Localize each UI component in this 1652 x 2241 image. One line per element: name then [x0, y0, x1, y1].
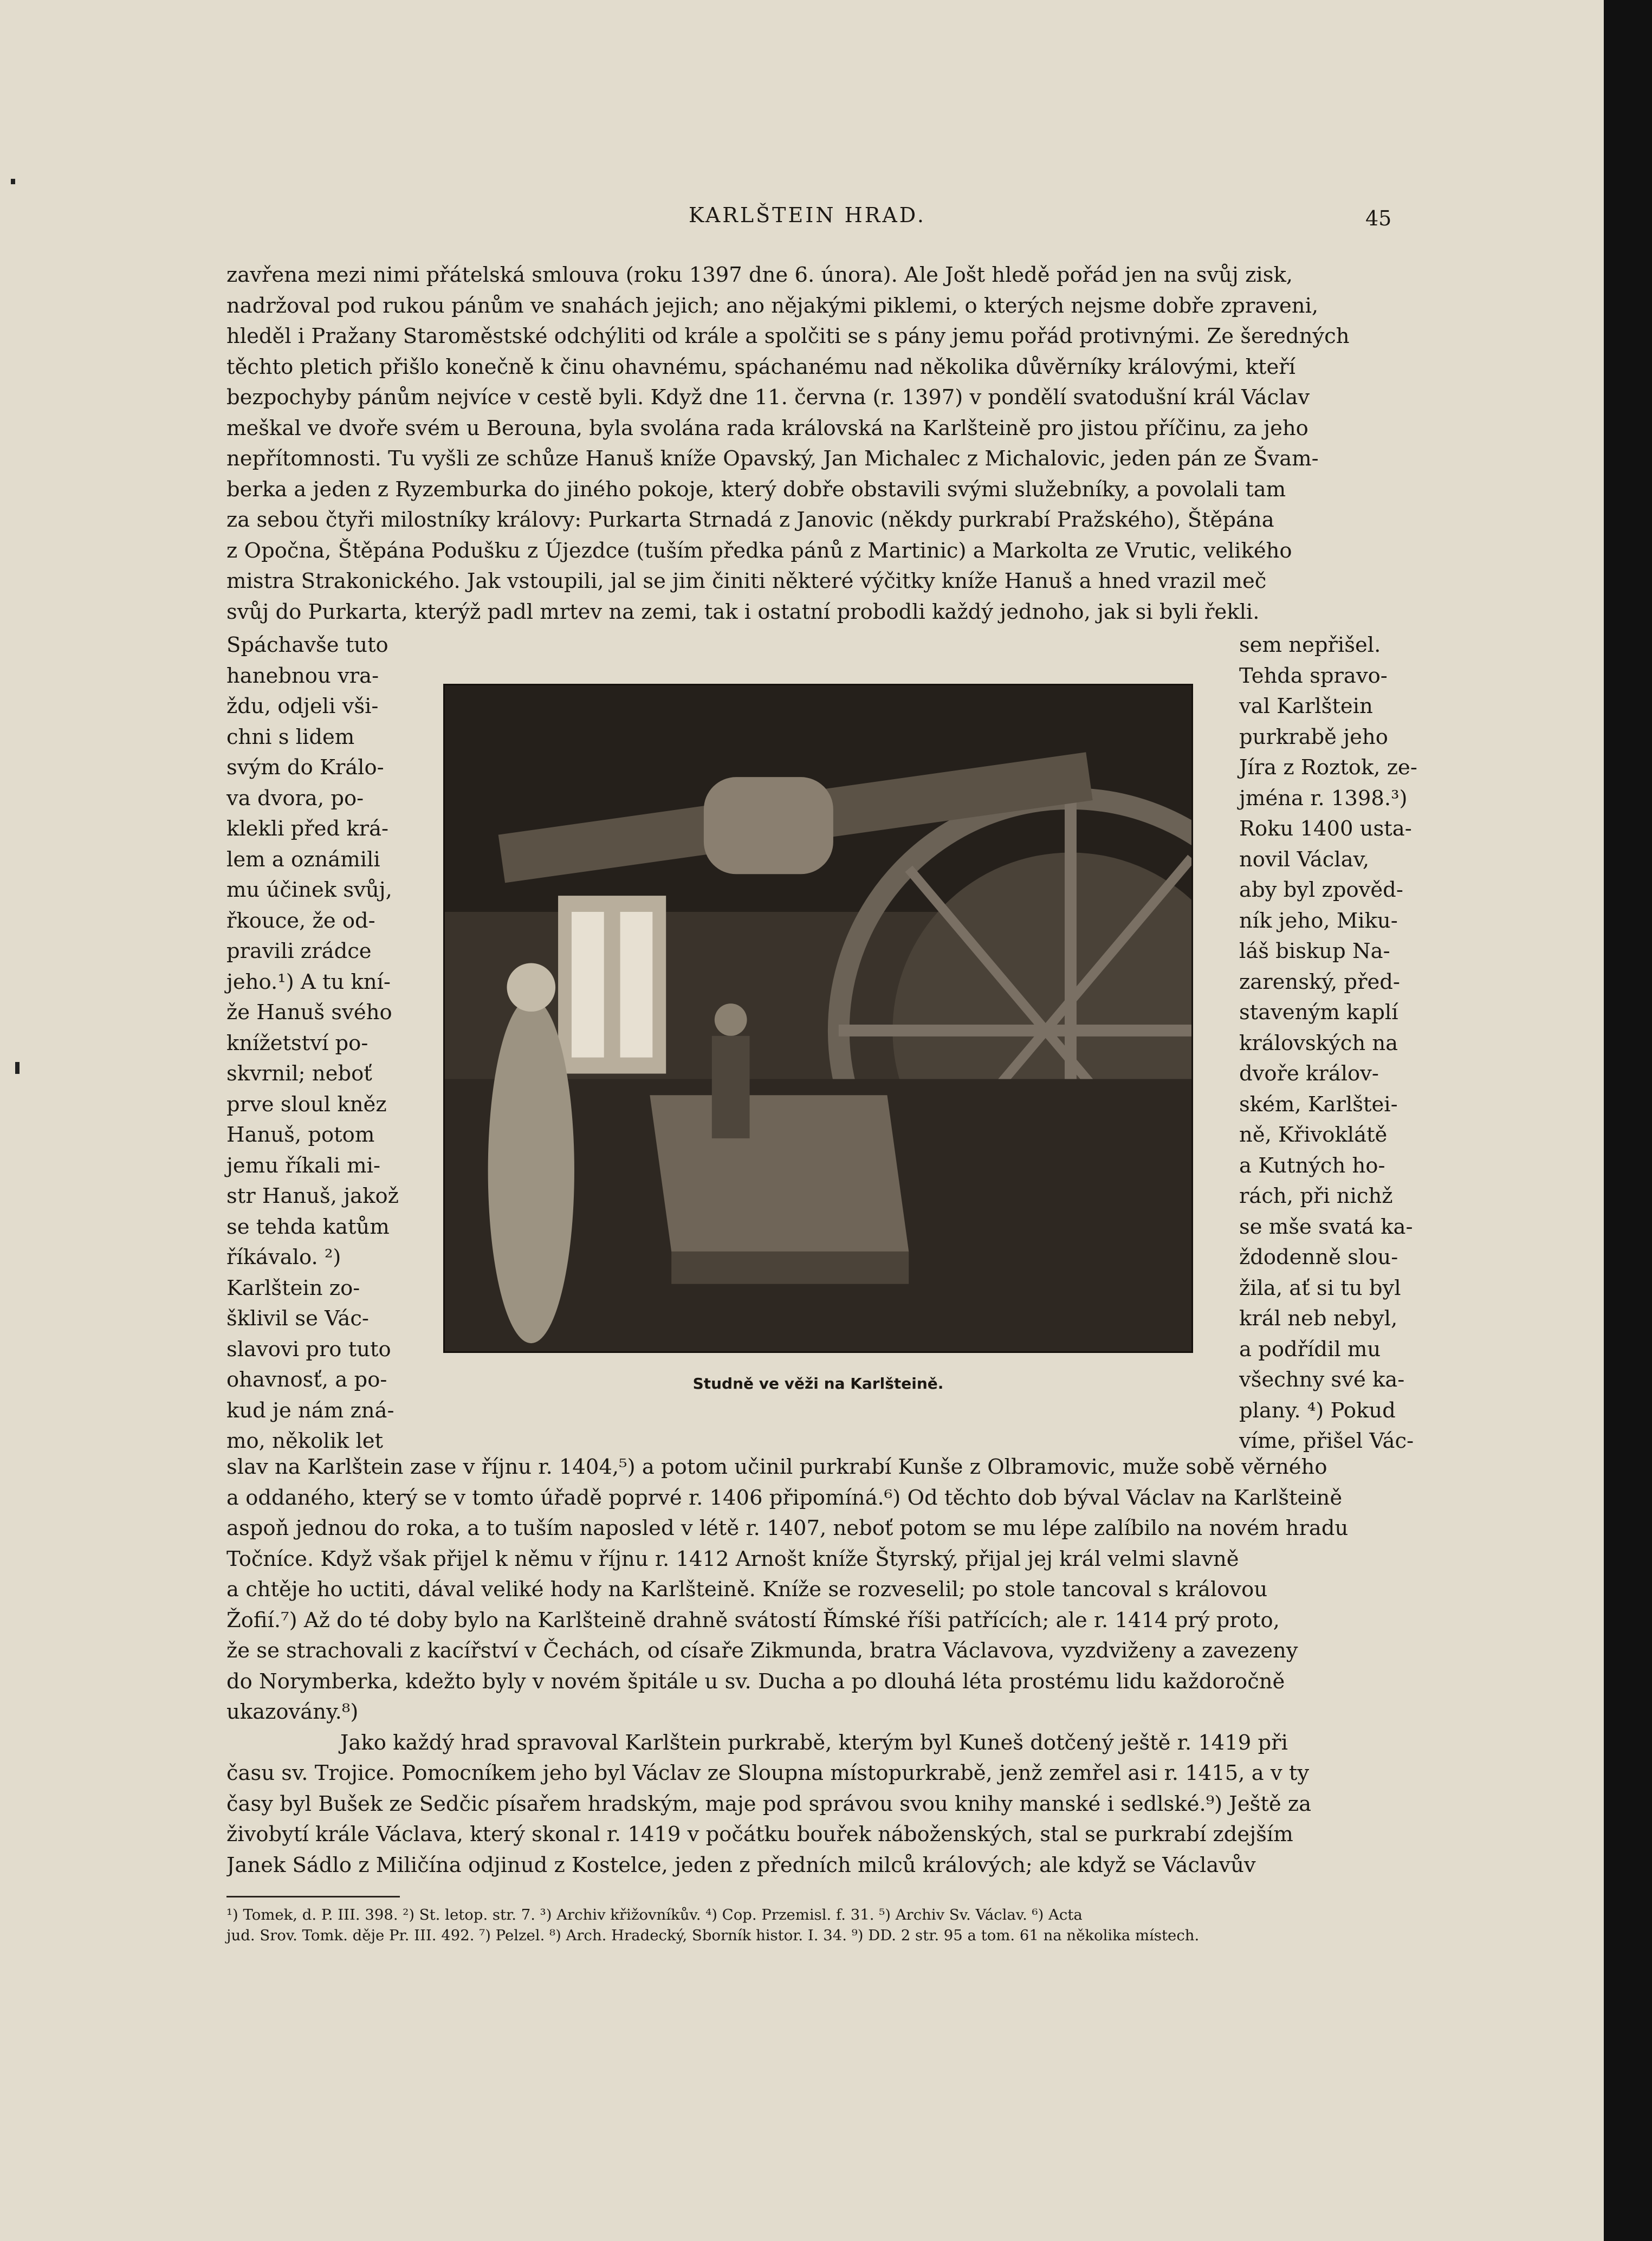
text-line: purkrabě jeho — [1239, 724, 1388, 749]
footnote-line: jud. Srov. Tomk. děje Pr. III. 492. ⁷) Pelzel. ⁸) Arch. Hradecký, Sborník histor. I. 34. ⁹) DD. 2 str. 95 a tom. 61 na několika místech. — [226, 1927, 1200, 1944]
text-line: ník jeho, Miku- — [1239, 908, 1398, 933]
column-left — [226, 630, 400, 1457]
footnote-line: ¹) Tomek, d. P. III. 398. ²) St. letop. str. 7. ³) Archiv křižovníkův. ⁴) Cop. Przemisl. f. 31. ⁵) Archiv Sv. Václav. ⁶) Acta — [226, 1906, 1083, 1923]
text-line: chni s lidem — [226, 724, 355, 749]
footnote-rule — [226, 1896, 400, 1897]
text-line: lem a oznámili — [226, 847, 380, 872]
text-line: va dvora, po- — [226, 786, 364, 811]
text-line: novil Václav, — [1239, 847, 1370, 872]
text-line: Hanuš, potom — [226, 1123, 375, 1147]
text-line: nadržoval pod rukou pánům ve snahách jejich; ano nějakými piklemi, o kterých nejsme dobře zpraveni, — [226, 293, 1319, 318]
text-line: královských na — [1239, 1031, 1398, 1055]
text-line: láš biskup Na- — [1239, 939, 1390, 963]
text-line: Janek Sádlo z Miličína odjinud z Kostelce, jeden z předních milců králových; ale když se Václavův — [226, 1853, 1256, 1877]
text-line: víme, přišel Vác- — [1239, 1429, 1414, 1453]
text-line: z Opočna, Štěpána Podušku z Újezdce (tuším předka pánů z Martinic) a Markolta ze Vrutic, velikého — [226, 538, 1292, 563]
text-line: a chtěje ho uctiti, dával veliké hody na Karlšteině. Kníže se rozveselil; po stole tancoval s královou — [226, 1577, 1268, 1602]
paragraph-top — [226, 260, 1410, 627]
text-line: za sebou čtyři milostníky královy: Purkarta Strnadá z Janovic (někdy purkrabí Pražského), Štěpána — [226, 508, 1274, 532]
text-line: Spáchavše tuto — [226, 633, 388, 657]
text-line: Karlštein zo- — [226, 1275, 360, 1300]
text-line: plany. ⁴) Pokud — [1239, 1398, 1396, 1423]
text-line: Tehda spravo- — [1239, 663, 1388, 688]
text-line: mo, několik let — [226, 1429, 384, 1453]
text-line: prve sloul kněz — [226, 1092, 387, 1117]
text-line: meškal ve dvoře svém u Berouna, byla svolána rada královská na Karlšteině pro jistou příčinu, za jeho — [226, 416, 1308, 441]
text-line: slavovi pro tuto — [226, 1337, 391, 1362]
text-line: času sv. Trojice. Pomocníkem jeho byl Václav ze Sloupna místopurkrabě, jenž zemřel asi r. 1415, a v ty — [226, 1761, 1310, 1785]
text-line: skvrnil; neboť — [226, 1061, 372, 1086]
text-line: ohavnosť, a po- — [226, 1368, 387, 1392]
running-title: KARLŠTEIN HRAD. — [689, 203, 926, 227]
text-line: se mše svatá ka- — [1239, 1214, 1413, 1239]
text-line: ždodenně slou- — [1239, 1245, 1398, 1270]
text-line: šklivil se Vác- — [226, 1306, 369, 1331]
text-line: kud je nám zná- — [226, 1398, 394, 1423]
footnotes — [226, 1905, 1410, 1946]
text-line: těchto pletich přišlo konečně k činu ohavnému, spáchanému nad několika důvěrníky královými, kteří — [226, 354, 1295, 379]
text-line: nepřítomnosti. Tu vyšli ze schůze Hanuš kníže Opavský, Jan Michalec z Michalovic, jeden pán ze Švam- — [226, 446, 1319, 471]
text-line: jeho.¹) A tu kní- — [226, 969, 391, 994]
text-line: sem nepřišel. — [1239, 633, 1381, 657]
text-line: jemu říkali mi- — [226, 1153, 380, 1178]
text-line: str Hanuš, jakož — [226, 1184, 399, 1208]
page-edge — [1604, 0, 1652, 2241]
text-line: ukazovány.⁸) — [226, 1700, 359, 1724]
text-line: říkávalo. ²) — [226, 1245, 341, 1270]
page-number: 45 — [1365, 206, 1392, 230]
text-line: časy byl Bušek ze Sedčic písařem hradským, maje pod správou svou knihy manské i sedlské.⁹) Ještě za — [226, 1791, 1312, 1816]
text-line: ždu, odjeli vši- — [226, 694, 379, 718]
margin-mark — [11, 179, 15, 184]
text-line: živobytí krále Václava, který skonal r. 1419 v počátku bouřek náboženských, stal se purkrabí zdejším — [226, 1822, 1293, 1847]
text-line: aspoň jednou do roka, a to tuším naposled v létě r. 1407, neboť potom se mu lépe zalíbilo na novém hradu — [226, 1516, 1349, 1540]
text-line: klekli před krá- — [226, 817, 389, 841]
text-line: král neb nebyl, — [1239, 1306, 1398, 1331]
text-line: zavřena mezi nimi přátelská smlouva (roku 1397 dne 6. února). Ale Jošt hledě pořád jen na svůj zisk, — [226, 263, 1293, 287]
text-line: aby byl zpověd- — [1239, 878, 1403, 902]
paragraph-bottom — [226, 1452, 1410, 1881]
text-line: mu účinek svůj, — [226, 878, 392, 902]
text-line: Točníce. Když však přijel k němu v říjnu r. 1412 Arnošt kníže Štyrský, přijal jej král velmi slavně — [226, 1546, 1239, 1571]
text-line: slav na Karlštein zase v říjnu r. 1404,⁵) a potom učinil purkrabí Kunše z Olbramovic, muže sobě věrného — [226, 1455, 1327, 1479]
text-line: bezpochyby pánům nejvíce v cestě byli. Když dne 11. června (r. 1397) v pondělí svatodušní král Václav — [226, 385, 1310, 410]
text-line: a podřídil mu — [1239, 1337, 1381, 1362]
text-line: Žofií.⁷) Až do té doby bylo na Karlšteině drahně svátostí Římské říši patřících; ale r. 1414 prý proto, — [226, 1608, 1280, 1633]
text-line: dvoře králov- — [1239, 1061, 1379, 1086]
well-engraving-icon — [445, 685, 1191, 1351]
figure-caption: Studně ve věži na Karlšteině. — [692, 1375, 944, 1392]
text-line: do Norymberka, kdežto byly v novém špitále u sv. Ducha a po dlouhá léta prostému lidu každoročně — [226, 1669, 1285, 1694]
text-line: rách, při nichž — [1239, 1184, 1393, 1208]
well-illustration — [443, 684, 1193, 1353]
text-line: hanebnou vra- — [226, 663, 379, 688]
column-right — [1239, 630, 1417, 1457]
text-line: Jíra z Roztok, ze- — [1239, 755, 1417, 780]
text-line: knížetství po- — [226, 1031, 368, 1055]
text-line: svým do Králo- — [226, 755, 384, 780]
text-line: řkouce, že od- — [226, 908, 375, 933]
text-line: ně, Křivoklátě — [1239, 1123, 1388, 1147]
text-line: pravili zrádce — [226, 939, 372, 963]
text-line: a Kutných ho- — [1239, 1153, 1385, 1178]
text-line: svůj do Purkarta, kterýž padl mrtev na zemi, tak i ostatní probodli každý jednoho, jak si byli řekli. — [226, 599, 1260, 624]
text-line: staveným kaplí — [1239, 1000, 1398, 1025]
text-line: jména r. 1398.³) — [1239, 786, 1408, 811]
text-line: že se strachovali z kacířství v Čechách, od císaře Zikmunda, bratra Václavova, vyzdviženy a zavezeny — [226, 1638, 1298, 1663]
text-line: Jako každý hrad spravoval Karlštein purkrabě, kterým byl Kuneš dotčený ještě r. 1419 při — [340, 1730, 1288, 1755]
text-line: že Hanuš svého — [226, 1000, 392, 1025]
text-line: žila, ať si tu byl — [1239, 1275, 1401, 1300]
text-line: se tehda katům — [226, 1214, 390, 1239]
margin-mark — [15, 1062, 20, 1074]
text-line: berka a jeden z Ryzemburka do jiného pokoje, který dobře obstavili svými služebníky, a povolali tam — [226, 477, 1286, 502]
text-line: hleděl i Pražany Staroměstské odchýliti od krále a spolčiti se s pány jemu pořád protivnými. Ze šeredných — [226, 324, 1350, 348]
text-line: všechny své ka- — [1239, 1368, 1405, 1392]
text-line: mistra Strakonického. Jak vstoupili, jal se jim činiti některé výčitky kníže Hanuš a hned vrazil meč — [226, 569, 1267, 593]
text-line: a oddaného, který se v tomto úřadě poprvé r. 1406 připomíná.⁶) Od těchto dob býval Václav na Karlšteině — [226, 1485, 1343, 1510]
text-line: Roku 1400 usta- — [1239, 817, 1412, 841]
text-line: val Karlštein — [1239, 694, 1373, 718]
text-line: zarenský, před- — [1239, 969, 1400, 994]
text-line: ském, Karlštei- — [1239, 1092, 1398, 1117]
